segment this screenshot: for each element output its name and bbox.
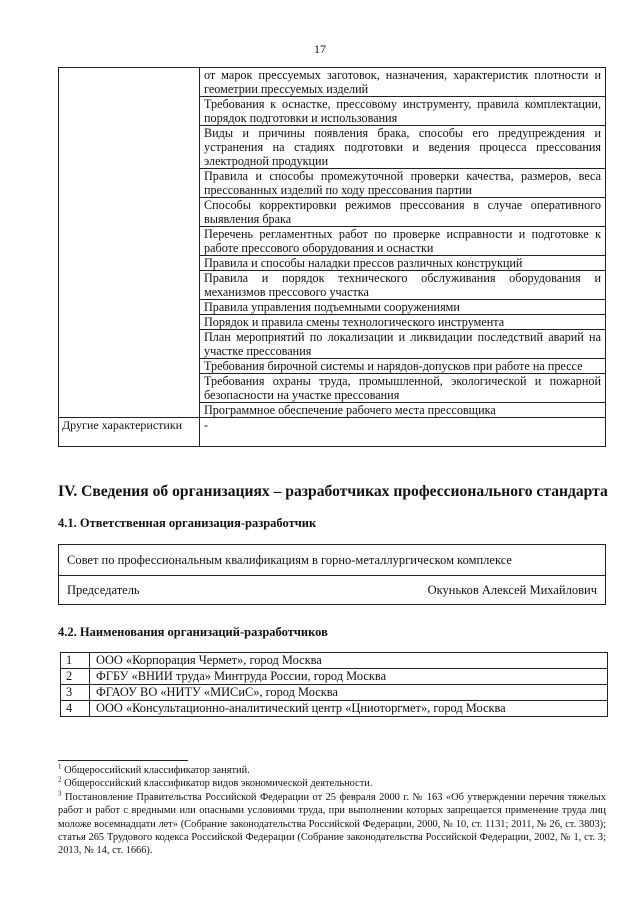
table-row (61, 669, 608, 685)
developer-name: ФГБУ «ВНИИ труда» Минтруда России, город Москва (90, 669, 608, 685)
footnote-mark: 3 (58, 789, 62, 798)
knowledge-item: Требования к оснастке, прессовому инструменту, правила комплектации, порядок подготовки и использования (200, 97, 606, 126)
knowledge-item: Программное обеспечение рабочего места прессовщика (200, 403, 606, 418)
chair-row (67, 583, 597, 598)
developers-table (60, 652, 608, 717)
footnote (58, 777, 606, 790)
row-number: 3 (61, 685, 90, 701)
footnote-mark: 1 (58, 762, 62, 771)
knowledge-item: Порядок и правила смены технологического инструмента (200, 315, 606, 330)
knowledge-item: Требования бирочной системы и нарядов-допусков при работе на прессе (200, 359, 606, 374)
row-number: 4 (61, 701, 90, 717)
knowledge-item: Правила и порядок технического обслуживания оборудования и механизмов прессового участка (200, 271, 606, 300)
chair-name: Окуньков Алексей Михайлович (427, 582, 597, 597)
knowledge-item: План мероприятий по локализации и ликвидации последствий аварий на участке прессования (200, 330, 606, 359)
chair-cell (59, 576, 606, 605)
subsection-title: 4.1. Ответственная организация-разработчик (58, 516, 317, 530)
organization-name: Совет по профессиональным квалификациям в горно-металлургическом комплексе (59, 545, 606, 576)
knowledge-item: Виды и причины появления брака, способы его предупреждения и устранения на стадиях подготовки и ведения процесса прессования электродной продукции (200, 126, 606, 169)
subsection-title: 4.2. Наименования организаций-разработчиков (58, 625, 328, 639)
other-characteristics-value: - (200, 418, 606, 447)
knowledge-item: Требования охраны труда, промышленной, экологической и пожарной безопасности на участке прессования (200, 374, 606, 403)
table-left-cell-empty (59, 68, 200, 418)
footnote (58, 764, 606, 777)
section-title: IV. Сведения об организациях – разработчиках профессионального стандарта (58, 483, 608, 500)
table-row (59, 68, 606, 97)
knowledge-item: Правила управления подъемными сооружениями (200, 300, 606, 315)
developer-name: ООО «Консультационно-аналитический центр «Цниоторгмет», город Москва (90, 701, 608, 717)
table-row (61, 701, 608, 717)
developer-name: ООО «Корпорация Чермет», город Москва (90, 653, 608, 669)
developer-name: ФГАОУ ВО «НИТУ «МИСиС», город Москва (90, 685, 608, 701)
knowledge-table (58, 67, 606, 447)
knowledge-item: Способы корректировки режимов прессования в случае оперативного выявления брака (200, 198, 606, 227)
knowledge-item: Перечень регламентных работ по проверке исправности и подготовке к работе прессового оборудования и оснастки (200, 227, 606, 256)
row-number: 1 (61, 653, 90, 669)
knowledge-item: Правила и способы промежуточной проверки качества, размеров, веса прессованных изделий по ходу прессования партии (200, 169, 606, 198)
chair-label: Председатель (67, 582, 140, 597)
footnote (58, 791, 606, 858)
footnotes (58, 764, 606, 858)
responsible-organization-table (58, 544, 606, 605)
table-row (61, 653, 608, 669)
table-row (61, 685, 608, 701)
table-row (59, 545, 606, 576)
knowledge-item: Правила и способы наладки прессов различных конструкций (200, 256, 606, 271)
row-number: 2 (61, 669, 90, 685)
footnote-text: Общероссийский классификатор видов экономической деятельности. (64, 778, 373, 790)
page-number: 17 (314, 42, 326, 56)
knowledge-item: от марок прессуемых заготовок, назначения, характеристик плотности и геометрии прессуемых изделий (200, 68, 606, 97)
table-row (59, 576, 606, 605)
footnote-text: Общероссийский классификатор занятий. (64, 765, 250, 776)
table-row-other-characteristics (59, 418, 606, 447)
other-characteristics-label: Другие характеристики (59, 418, 200, 447)
footnote-mark: 2 (58, 775, 62, 784)
footnote-text: Постановление Правительства Российской Федерации от 25 февраля 2000 г. № 163 «Об утверждении перечня тяжелых работ и работ с вредными или опасными условиями труда, при выполнении которых запрещается применение труда лиц моложе восемнадцати лет» (Собрание законодательства Российской Федерации, 2000, № 10, ст. 1131; 2011, № 26, ст. 3803); статья 265 Трудового кодекса Российской Федерации (Собрание законодательства Российской Федерации, 2002, № 1, ст. 3; 2013, № 14, ст. 1666). (58, 791, 606, 857)
footnote-divider (58, 760, 188, 761)
